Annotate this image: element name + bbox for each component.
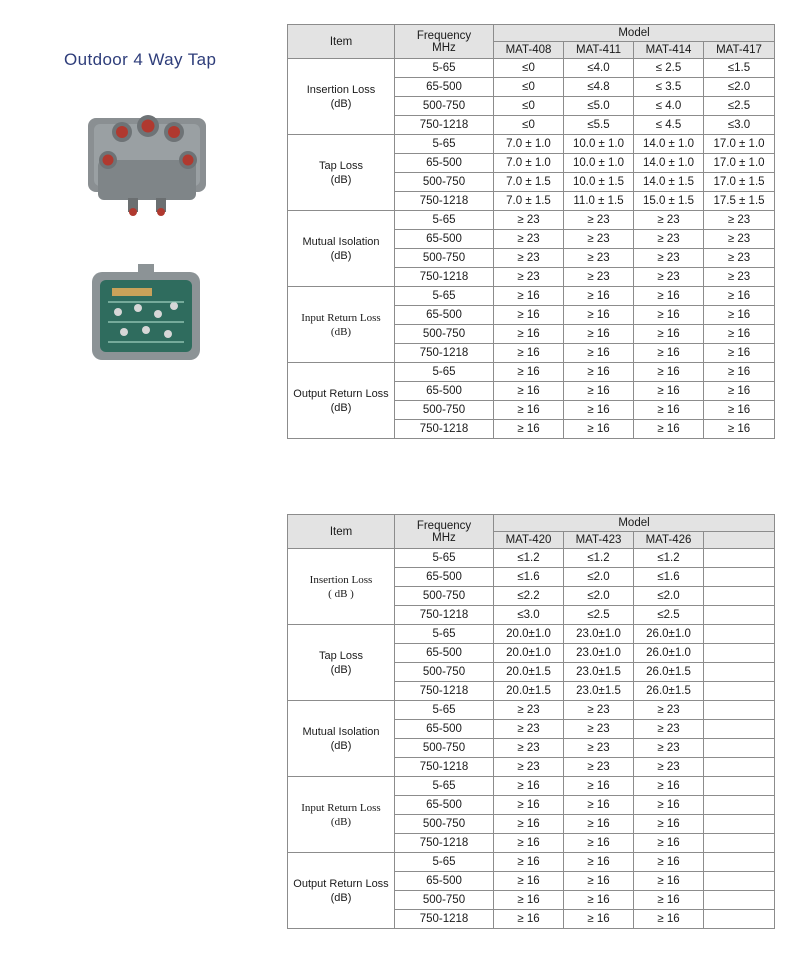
value-cell: ≥ 16 bbox=[634, 344, 704, 363]
value-cell bbox=[704, 853, 775, 872]
value-cell bbox=[704, 606, 775, 625]
frequency-cell: 5-65 bbox=[395, 549, 494, 568]
value-cell: ≥ 16 bbox=[494, 796, 564, 815]
value-cell: 17.5 ± 1.5 bbox=[704, 192, 775, 211]
value-cell: ≤1.2 bbox=[564, 549, 634, 568]
item-header: Item bbox=[288, 515, 395, 549]
value-cell: ≥ 23 bbox=[494, 720, 564, 739]
value-cell: ≤2.5 bbox=[704, 97, 775, 116]
value-cell bbox=[704, 815, 775, 834]
value-cell: ≥ 16 bbox=[564, 796, 634, 815]
value-cell: 10.0 ± 1.0 bbox=[564, 154, 634, 173]
model-header: Model bbox=[494, 515, 775, 532]
value-cell: ≥ 16 bbox=[494, 287, 564, 306]
model-name bbox=[704, 532, 775, 549]
value-cell: ≥ 16 bbox=[704, 420, 775, 439]
value-cell bbox=[704, 796, 775, 815]
value-cell: ≥ 23 bbox=[704, 249, 775, 268]
value-cell: 7.0 ± 1.0 bbox=[494, 135, 564, 154]
value-cell: ≥ 16 bbox=[704, 382, 775, 401]
tap-housing-photo bbox=[82, 100, 212, 218]
value-cell bbox=[704, 834, 775, 853]
table-row bbox=[288, 853, 775, 872]
frequency-cell: 750-1218 bbox=[395, 116, 494, 135]
value-cell: ≤1.5 bbox=[704, 59, 775, 78]
spec-table-2 bbox=[287, 514, 775, 929]
value-cell bbox=[704, 758, 775, 777]
value-cell: ≤0 bbox=[494, 97, 564, 116]
value-cell: ≥ 16 bbox=[564, 777, 634, 796]
parameter-label: Insertion Loss (dB) bbox=[288, 59, 395, 135]
value-cell: ≥ 23 bbox=[564, 268, 634, 287]
value-cell: 11.0 ± 1.5 bbox=[564, 192, 634, 211]
frequency-cell: 750-1218 bbox=[395, 420, 494, 439]
frequency-cell: 65-500 bbox=[395, 644, 494, 663]
frequency-cell: 500-750 bbox=[395, 173, 494, 192]
frequency-cell: 750-1218 bbox=[395, 268, 494, 287]
frequency-cell: 65-500 bbox=[395, 872, 494, 891]
value-cell: ≥ 16 bbox=[494, 420, 564, 439]
value-cell: ≥ 23 bbox=[704, 211, 775, 230]
value-cell: ≥ 23 bbox=[564, 249, 634, 268]
value-cell: ≥ 16 bbox=[704, 401, 775, 420]
value-cell: 23.0±1.5 bbox=[564, 663, 634, 682]
value-cell: ≥ 16 bbox=[634, 872, 704, 891]
frequency-cell: 65-500 bbox=[395, 78, 494, 97]
value-cell: ≤5.0 bbox=[564, 97, 634, 116]
value-cell: 23.0±1.5 bbox=[564, 682, 634, 701]
value-cell: ≥ 23 bbox=[494, 211, 564, 230]
value-cell: 15.0 ± 1.5 bbox=[634, 192, 704, 211]
value-cell: ≥ 16 bbox=[634, 853, 704, 872]
value-cell: ≥ 23 bbox=[564, 701, 634, 720]
value-cell: ≤2.2 bbox=[494, 587, 564, 606]
value-cell: ≥ 16 bbox=[634, 815, 704, 834]
parameter-label: Tap Loss (dB) bbox=[288, 135, 395, 211]
value-cell: 14.0 ± 1.5 bbox=[634, 173, 704, 192]
value-cell: ≥ 23 bbox=[704, 268, 775, 287]
value-cell: ≥ 16 bbox=[634, 910, 704, 929]
value-cell: ≥ 23 bbox=[634, 739, 704, 758]
frequency-cell: 500-750 bbox=[395, 739, 494, 758]
frequency-cell: 500-750 bbox=[395, 815, 494, 834]
value-cell: ≥ 16 bbox=[564, 401, 634, 420]
model-header: Model bbox=[494, 25, 775, 42]
parameter-label: Insertion Loss ( dB ) bbox=[288, 549, 395, 625]
value-cell: ≥ 23 bbox=[494, 249, 564, 268]
spec-table-2-body bbox=[288, 549, 775, 929]
frequency-cell: 500-750 bbox=[395, 325, 494, 344]
value-cell: ≥ 16 bbox=[564, 306, 634, 325]
value-cell: ≥ 16 bbox=[634, 777, 704, 796]
value-cell: ≤2.0 bbox=[704, 78, 775, 97]
table-row bbox=[288, 135, 775, 154]
parameter-label: Tap Loss (dB) bbox=[288, 625, 395, 701]
table-row bbox=[288, 701, 775, 720]
value-cell: ≤2.0 bbox=[564, 568, 634, 587]
frequency-header: Frequency MHz bbox=[395, 515, 494, 549]
value-cell: ≤2.5 bbox=[564, 606, 634, 625]
value-cell bbox=[704, 872, 775, 891]
parameter-label: Mutual Isolation (dB) bbox=[288, 701, 395, 777]
frequency-cell: 65-500 bbox=[395, 568, 494, 587]
value-cell: 17.0 ± 1.5 bbox=[704, 173, 775, 192]
value-cell: ≥ 16 bbox=[634, 382, 704, 401]
value-cell: ≥ 16 bbox=[704, 363, 775, 382]
value-cell: 26.0±1.0 bbox=[634, 644, 704, 663]
frequency-cell: 65-500 bbox=[395, 154, 494, 173]
value-cell: ≤4.8 bbox=[564, 78, 634, 97]
value-cell: 20.0±1.5 bbox=[494, 682, 564, 701]
table-row bbox=[288, 363, 775, 382]
spec-table-1 bbox=[287, 24, 775, 439]
frequency-cell: 750-1218 bbox=[395, 758, 494, 777]
model-name: MAT-420 bbox=[494, 532, 564, 549]
value-cell: ≥ 16 bbox=[634, 287, 704, 306]
frequency-cell: 5-65 bbox=[395, 363, 494, 382]
model-name: MAT-426 bbox=[634, 532, 704, 549]
parameter-label: Output Return Loss (dB) bbox=[288, 363, 395, 439]
value-cell: ≤1.2 bbox=[634, 549, 704, 568]
value-cell: ≥ 16 bbox=[564, 853, 634, 872]
value-cell: ≥ 23 bbox=[634, 249, 704, 268]
value-cell: ≥ 23 bbox=[494, 230, 564, 249]
frequency-cell: 5-65 bbox=[395, 853, 494, 872]
value-cell: ≥ 16 bbox=[564, 872, 634, 891]
value-cell: 10.0 ± 1.5 bbox=[564, 173, 634, 192]
value-cell bbox=[704, 701, 775, 720]
value-cell: ≥ 16 bbox=[564, 834, 634, 853]
value-cell: ≥ 23 bbox=[634, 230, 704, 249]
value-cell: ≤0 bbox=[494, 78, 564, 97]
value-cell bbox=[704, 777, 775, 796]
value-cell: ≥ 16 bbox=[634, 891, 704, 910]
value-cell: ≤2.5 bbox=[634, 606, 704, 625]
value-cell: ≥ 16 bbox=[494, 872, 564, 891]
frequency-cell: 5-65 bbox=[395, 135, 494, 154]
frequency-cell: 65-500 bbox=[395, 230, 494, 249]
value-cell: ≥ 23 bbox=[634, 758, 704, 777]
parameter-label: Output Return Loss (dB) bbox=[288, 853, 395, 929]
value-cell: ≥ 23 bbox=[634, 701, 704, 720]
value-cell: 26.0±1.5 bbox=[634, 682, 704, 701]
value-cell: 7.0 ± 1.0 bbox=[494, 154, 564, 173]
frequency-cell: 500-750 bbox=[395, 663, 494, 682]
value-cell: ≥ 23 bbox=[494, 758, 564, 777]
value-cell: ≥ 23 bbox=[564, 758, 634, 777]
value-cell: ≥ 16 bbox=[494, 834, 564, 853]
value-cell: ≤3.0 bbox=[704, 116, 775, 135]
value-cell: ≥ 16 bbox=[564, 325, 634, 344]
frequency-cell: 500-750 bbox=[395, 401, 494, 420]
value-cell: ≥ 16 bbox=[564, 420, 634, 439]
model-name: MAT-414 bbox=[634, 42, 704, 59]
value-cell bbox=[704, 891, 775, 910]
value-cell: ≥ 23 bbox=[564, 211, 634, 230]
value-cell: ≥ 16 bbox=[704, 287, 775, 306]
value-cell: ≥ 23 bbox=[564, 720, 634, 739]
model-name: MAT-417 bbox=[704, 42, 775, 59]
value-cell: ≥ 16 bbox=[704, 344, 775, 363]
value-cell: ≤ 4.0 bbox=[634, 97, 704, 116]
value-cell: ≥ 16 bbox=[494, 401, 564, 420]
value-cell: ≤1.6 bbox=[634, 568, 704, 587]
value-cell bbox=[704, 587, 775, 606]
frequency-cell: 5-65 bbox=[395, 59, 494, 78]
frequency-cell: 500-750 bbox=[395, 891, 494, 910]
frequency-cell: 750-1218 bbox=[395, 192, 494, 211]
value-cell: ≥ 16 bbox=[494, 777, 564, 796]
value-cell: 20.0±1.0 bbox=[494, 625, 564, 644]
circuit-board-photo bbox=[88, 262, 204, 364]
frequency-cell: 750-1218 bbox=[395, 344, 494, 363]
value-cell bbox=[704, 625, 775, 644]
value-cell: ≥ 23 bbox=[494, 701, 564, 720]
frequency-cell: 500-750 bbox=[395, 249, 494, 268]
value-cell: ≤0 bbox=[494, 59, 564, 78]
value-cell: 26.0±1.0 bbox=[634, 625, 704, 644]
frequency-cell: 5-65 bbox=[395, 625, 494, 644]
frequency-cell: 750-1218 bbox=[395, 834, 494, 853]
value-cell: ≥ 16 bbox=[494, 382, 564, 401]
item-header: Item bbox=[288, 25, 395, 59]
value-cell: ≥ 16 bbox=[634, 306, 704, 325]
value-cell: ≤1.2 bbox=[494, 549, 564, 568]
frequency-cell: 5-65 bbox=[395, 287, 494, 306]
value-cell: ≥ 23 bbox=[704, 230, 775, 249]
value-cell: ≥ 16 bbox=[634, 401, 704, 420]
value-cell: ≥ 23 bbox=[634, 720, 704, 739]
frequency-header: Frequency MHz bbox=[395, 25, 494, 59]
frequency-cell: 5-65 bbox=[395, 777, 494, 796]
parameter-label: Mutual Isolation (dB) bbox=[288, 211, 395, 287]
frequency-cell: 500-750 bbox=[395, 587, 494, 606]
value-cell: 20.0±1.0 bbox=[494, 644, 564, 663]
frequency-cell: 750-1218 bbox=[395, 606, 494, 625]
value-cell: 20.0±1.5 bbox=[494, 663, 564, 682]
value-cell: ≥ 16 bbox=[494, 910, 564, 929]
value-cell: ≥ 16 bbox=[564, 910, 634, 929]
value-cell: ≥ 16 bbox=[564, 287, 634, 306]
page-title: Outdoor 4 Way Tap bbox=[64, 50, 217, 69]
value-cell: ≥ 16 bbox=[494, 363, 564, 382]
frequency-cell: 750-1218 bbox=[395, 910, 494, 929]
frequency-cell: 750-1218 bbox=[395, 682, 494, 701]
table-row bbox=[288, 59, 775, 78]
value-cell: ≥ 23 bbox=[494, 268, 564, 287]
value-cell: ≤2.0 bbox=[564, 587, 634, 606]
frequency-cell: 65-500 bbox=[395, 796, 494, 815]
parameter-label: Input Return Loss (dB) bbox=[288, 777, 395, 853]
value-cell: ≤3.0 bbox=[494, 606, 564, 625]
value-cell: ≥ 16 bbox=[494, 815, 564, 834]
value-cell: ≥ 16 bbox=[494, 853, 564, 872]
value-cell: 23.0±1.0 bbox=[564, 644, 634, 663]
frequency-cell: 65-500 bbox=[395, 720, 494, 739]
value-cell: 10.0 ± 1.0 bbox=[564, 135, 634, 154]
value-cell: 17.0 ± 1.0 bbox=[704, 154, 775, 173]
value-cell: ≥ 16 bbox=[564, 815, 634, 834]
value-cell: ≤0 bbox=[494, 116, 564, 135]
value-cell: ≥ 16 bbox=[564, 344, 634, 363]
value-cell: ≤4.0 bbox=[564, 59, 634, 78]
value-cell bbox=[704, 568, 775, 587]
spec-table-1-body bbox=[288, 59, 775, 439]
value-cell: ≥ 23 bbox=[564, 739, 634, 758]
value-cell: ≥ 16 bbox=[634, 420, 704, 439]
table-row bbox=[288, 777, 775, 796]
value-cell: ≥ 16 bbox=[564, 891, 634, 910]
frequency-cell: 65-500 bbox=[395, 382, 494, 401]
value-cell bbox=[704, 682, 775, 701]
value-cell: ≤ 4.5 bbox=[634, 116, 704, 135]
value-cell: ≥ 16 bbox=[704, 325, 775, 344]
table-row bbox=[288, 625, 775, 644]
value-cell bbox=[704, 663, 775, 682]
model-name: MAT-423 bbox=[564, 532, 634, 549]
value-cell: ≤ 3.5 bbox=[634, 78, 704, 97]
value-cell: ≥ 16 bbox=[494, 306, 564, 325]
value-cell: ≥ 16 bbox=[704, 306, 775, 325]
value-cell: 7.0 ± 1.5 bbox=[494, 192, 564, 211]
value-cell: ≥ 16 bbox=[634, 834, 704, 853]
frequency-cell: 500-750 bbox=[395, 97, 494, 116]
value-cell: 7.0 ± 1.5 bbox=[494, 173, 564, 192]
value-cell: 23.0±1.0 bbox=[564, 625, 634, 644]
value-cell: ≥ 23 bbox=[634, 268, 704, 287]
value-cell: ≤5.5 bbox=[564, 116, 634, 135]
value-cell: ≤ 2.5 bbox=[634, 59, 704, 78]
value-cell: ≥ 16 bbox=[494, 344, 564, 363]
value-cell: 14.0 ± 1.0 bbox=[634, 135, 704, 154]
value-cell bbox=[704, 549, 775, 568]
table-row bbox=[288, 211, 775, 230]
table-row bbox=[288, 287, 775, 306]
value-cell bbox=[704, 910, 775, 929]
value-cell: ≥ 23 bbox=[494, 739, 564, 758]
frequency-cell: 5-65 bbox=[395, 701, 494, 720]
table-row bbox=[288, 549, 775, 568]
value-cell: ≥ 16 bbox=[494, 891, 564, 910]
value-cell: 17.0 ± 1.0 bbox=[704, 135, 775, 154]
value-cell: ≥ 23 bbox=[564, 230, 634, 249]
value-cell: ≥ 16 bbox=[634, 363, 704, 382]
value-cell bbox=[704, 720, 775, 739]
value-cell: ≥ 16 bbox=[634, 796, 704, 815]
value-cell: ≥ 16 bbox=[494, 325, 564, 344]
value-cell: ≤1.6 bbox=[494, 568, 564, 587]
model-name: MAT-411 bbox=[564, 42, 634, 59]
parameter-label: Input Return Loss (dB) bbox=[288, 287, 395, 363]
model-name: MAT-408 bbox=[494, 42, 564, 59]
value-cell: ≥ 23 bbox=[634, 211, 704, 230]
value-cell: ≥ 16 bbox=[634, 325, 704, 344]
value-cell: ≥ 16 bbox=[564, 363, 634, 382]
value-cell: ≤2.0 bbox=[634, 587, 704, 606]
value-cell bbox=[704, 644, 775, 663]
frequency-cell: 5-65 bbox=[395, 211, 494, 230]
value-cell: 14.0 ± 1.0 bbox=[634, 154, 704, 173]
value-cell: 26.0±1.5 bbox=[634, 663, 704, 682]
frequency-cell: 65-500 bbox=[395, 306, 494, 325]
value-cell: ≥ 16 bbox=[564, 382, 634, 401]
value-cell bbox=[704, 739, 775, 758]
